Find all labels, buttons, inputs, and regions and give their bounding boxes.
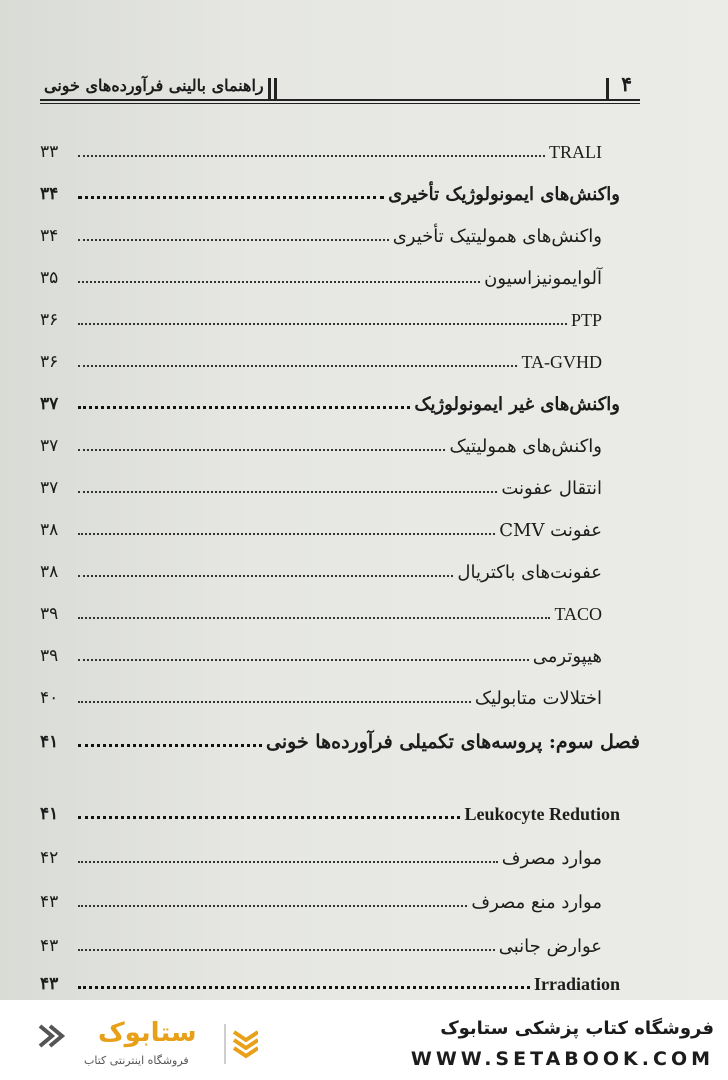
toc-title: اختلالات متابولیک <box>474 688 602 709</box>
toc-page: ۳۴ <box>40 184 59 204</box>
toc-title: واکنش‌های ایمونولوژیک تأخیری <box>388 184 620 205</box>
toc-title: PTP <box>570 310 602 330</box>
toc-title: عوارض جانبی <box>498 936 602 957</box>
toc-title: TRALI <box>549 142 602 162</box>
shop-name: فروشگاه کتاب پزشکی ستابوک <box>440 1018 714 1039</box>
toc-page: ۴۰ <box>40 688 59 708</box>
toc-entry <box>40 672 620 710</box>
toc-entry <box>40 788 620 826</box>
toc-entry <box>40 168 620 206</box>
website-link[interactable]: WWW.SETABOOK.COM <box>410 1048 714 1070</box>
toc-title: آلوایمونیزاسیون <box>484 268 602 289</box>
toc-entry <box>40 876 620 914</box>
header-rule <box>40 99 640 101</box>
leader-dots <box>78 533 495 535</box>
toc-entry <box>40 378 620 416</box>
toc-title: TA-GVHD <box>521 352 602 372</box>
leader-dots <box>78 323 567 325</box>
header-rule <box>40 103 640 104</box>
toc-entry <box>40 504 620 542</box>
leader-dots <box>78 406 410 409</box>
toc-title: هیپوترمی <box>532 646 602 667</box>
logo-name: ستابوک <box>98 1018 197 1048</box>
running-header <box>40 70 640 102</box>
leader-dots <box>78 986 530 989</box>
toc-entry <box>40 630 620 668</box>
toc-entry <box>40 252 620 290</box>
toc-page: ۳۸ <box>40 520 59 540</box>
toc-entry <box>40 920 620 958</box>
toc-page: ۴۲ <box>40 848 59 868</box>
toc-title: موارد مصرف <box>501 848 602 869</box>
toc-page: ۳۷ <box>40 436 59 456</box>
toc-page: ۴۳ <box>40 892 59 912</box>
leader-dots <box>78 575 453 577</box>
header-divider <box>268 78 271 100</box>
leader-dots <box>78 365 517 367</box>
toc-entry <box>40 546 620 584</box>
toc-chapter-title: فصل سوم: پروسه‌های تکمیلی فرآورده‌ها خونی <box>266 731 640 753</box>
leader-dots <box>78 239 389 241</box>
leader-dots <box>78 281 480 283</box>
toc-page: ۴۳ <box>40 936 59 956</box>
toc-page: ۳۳ <box>40 142 59 162</box>
leader-dots <box>78 659 529 661</box>
toc-page: ۳۶ <box>40 310 59 330</box>
toc-entry <box>40 336 620 374</box>
toc-page: ۴۱ <box>40 732 59 752</box>
toc-entry <box>40 588 620 626</box>
store-logo[interactable] <box>38 1018 258 1070</box>
toc-entry <box>40 294 620 332</box>
toc-title: Leukocyte Redution <box>464 804 620 824</box>
toc-entry <box>40 126 620 164</box>
toc-title: واکنش‌های همولیتیک تأخیری <box>392 226 602 247</box>
toc-page: ۳۹ <box>40 604 59 624</box>
toc-entry <box>40 832 620 870</box>
toc-page: ۳۴ <box>40 226 59 246</box>
book-title: راهنمای بالینی فرآورده‌های خونی <box>44 76 264 95</box>
leader-dots <box>78 861 498 863</box>
leader-dots <box>78 617 550 619</box>
leader-dots <box>78 949 495 951</box>
toc-entry <box>40 210 620 248</box>
toc-page: ۳۸ <box>40 562 59 582</box>
logo-tagline: فروشگاه اینترنتی کتاب <box>84 1054 189 1067</box>
toc-page: ۳۷ <box>40 478 59 498</box>
toc-entry <box>40 462 620 500</box>
toc-page: ۳۵ <box>40 268 59 288</box>
leader-dots <box>78 196 384 199</box>
toc-title: موارد منع مصرف <box>471 892 602 913</box>
toc-page: ۴۳ <box>40 974 59 994</box>
header-divider <box>606 78 609 100</box>
toc-entry <box>40 958 620 996</box>
store-banner <box>0 1000 728 1080</box>
toc-title: انتقال عفونت <box>501 478 602 499</box>
leader-dots <box>78 744 262 747</box>
toc-title: TACO <box>554 604 602 624</box>
toc-page: ۳۹ <box>40 646 59 666</box>
leader-dots <box>78 905 467 907</box>
toc-entry <box>40 420 620 458</box>
toc-title: Irradiation <box>533 974 620 994</box>
toc-chapter-entry <box>40 716 640 754</box>
toc-title: واکنش‌های همولیتیک <box>449 436 602 457</box>
toc-title: عفونت‌های باکتریال <box>457 562 602 583</box>
leader-dots <box>78 155 545 157</box>
header-divider <box>274 78 277 100</box>
toc-title: عفونت CMV <box>499 520 602 541</box>
leader-dots <box>78 701 471 703</box>
leader-dots <box>78 449 445 451</box>
toc-page: ۳۷ <box>40 394 59 414</box>
leader-dots <box>78 491 497 493</box>
toc-page: ۴۱ <box>40 804 59 824</box>
toc-title: واکنش‌های غیر ایمونولوژیک <box>414 394 620 415</box>
page-number: ۴ <box>621 72 632 96</box>
leader-dots <box>78 816 460 819</box>
toc-page: ۳۶ <box>40 352 59 372</box>
